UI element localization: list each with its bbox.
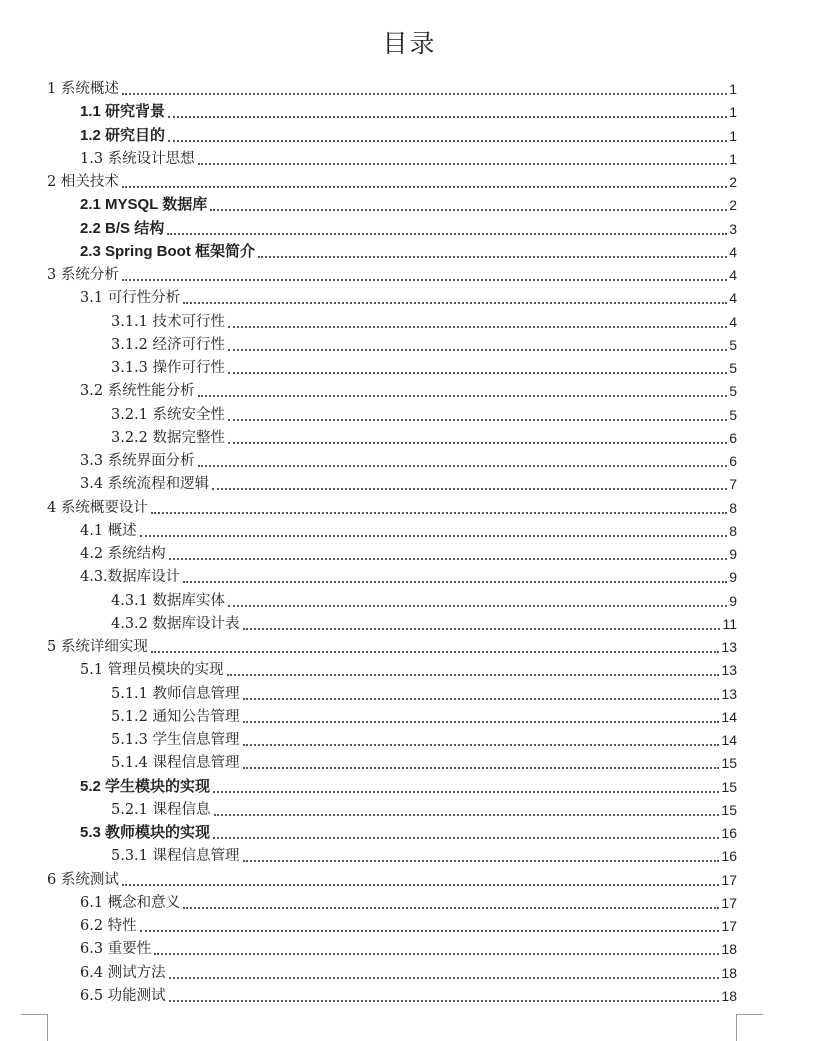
toc-entry[interactable] (111, 703, 737, 726)
toc-page-number: 5 (729, 336, 737, 353)
toc-dot-leader (228, 418, 727, 421)
toc-page-number: 1 (729, 150, 737, 167)
toc-dot-leader (243, 627, 721, 630)
toc-entry-title: 6.3 重要性 (80, 941, 152, 958)
toc-dot-leader (210, 208, 727, 211)
toc-entry-title: 3.1.2 经济可行性 (111, 336, 226, 353)
toc-entry-title: 3.1.1 技术可行性 (111, 313, 226, 330)
toc-dot-leader (183, 301, 727, 304)
toc-page-number: 6 (729, 429, 737, 446)
toc-entry-title: 3.1.3 操作可行性 (111, 360, 226, 376)
toc-page-number: 4 (729, 267, 737, 283)
toc-page-number: 8 (729, 499, 737, 516)
toc-page-number: 15 (721, 801, 737, 818)
toc-entry-title: 2 相关技术 (47, 174, 119, 190)
toc-entry-title: 6.1 概念和意义 (80, 894, 181, 911)
toc-entry[interactable] (111, 796, 737, 819)
toc-dot-leader (122, 883, 720, 886)
toc-entry[interactable] (47, 633, 737, 656)
toc-page-number: 2 (729, 174, 737, 190)
toc-entry[interactable] (47, 494, 737, 517)
toc-entry[interactable] (47, 75, 737, 98)
toc-dot-leader (228, 441, 727, 444)
toc-entry-title: 5.1.2 通知公告管理 (111, 708, 240, 725)
toc-entry-title: 2.2 B/S 结构 (80, 219, 165, 237)
toc-entry[interactable] (111, 354, 737, 377)
toc-entry-title: 3.3 系统界面分析 (80, 453, 195, 469)
toc-entry-title: 5.3.1 课程信息管理 (111, 848, 240, 865)
toc-page-number: 9 (729, 592, 737, 609)
toc-entry[interactable] (80, 470, 737, 493)
toc-dot-leader (154, 952, 719, 955)
toc-dot-leader (140, 534, 728, 537)
toc-entry[interactable] (80, 377, 737, 400)
toc-entry[interactable] (80, 935, 737, 958)
toc-page-number: 17 (721, 918, 737, 934)
page-corner-mark-left (21, 1014, 48, 1041)
toc-entry[interactable] (80, 773, 737, 796)
toc-entry-title: 3.2.2 数据完整性 (111, 429, 226, 446)
toc-page-number: 18 (721, 964, 737, 981)
toc-entry[interactable] (47, 168, 737, 191)
toc-dot-leader (151, 511, 727, 514)
toc-page-number: 17 (721, 894, 737, 911)
toc-page-number: 9 (729, 569, 737, 586)
toc-dot-leader (183, 580, 727, 583)
toc-entry[interactable] (80, 98, 737, 121)
toc-entry-title: 5.3 教师模块的实现 (80, 824, 211, 841)
toc-entry[interactable] (111, 401, 737, 424)
toc-page-number: 5 (729, 406, 737, 423)
toc-dot-leader (169, 999, 720, 1002)
toc-dot-leader (243, 743, 720, 746)
toc-entry-title: 5.1 管理员模块的实现 (80, 662, 224, 679)
toc-page-number: 8 (729, 522, 737, 539)
toc-entry[interactable] (111, 331, 737, 354)
toc-page-number: 15 (721, 778, 737, 795)
toc-entry[interactable] (111, 842, 737, 865)
toc-dot-leader (214, 813, 720, 816)
toc-entry[interactable] (80, 563, 737, 586)
toc-entry-title: 5.1.4 课程信息管理 (111, 755, 240, 772)
toc-entry-title: 5.1.1 教师信息管理 (111, 685, 240, 702)
toc-dot-leader (168, 139, 727, 142)
toc-dot-leader (168, 115, 727, 118)
toc-entry[interactable] (80, 191, 737, 214)
toc-entry-title: 1 系统概述 (47, 81, 119, 97)
toc-dot-leader (243, 697, 720, 700)
toc-entry[interactable] (80, 982, 737, 1005)
toc-entry-title: 1.3 系统设计思想 (80, 150, 195, 167)
toc-page-number: 17 (721, 871, 737, 888)
toc-dot-leader (228, 604, 727, 607)
toc-dot-leader (169, 557, 728, 560)
toc-entry-title: 3 系统分析 (47, 267, 119, 283)
toc-dot-leader (151, 650, 720, 653)
toc-dot-leader (198, 464, 728, 467)
toc-page-number: 1 (729, 127, 737, 144)
toc-entry-title: 6 系统测试 (47, 871, 119, 888)
toc-entry[interactable] (80, 145, 737, 168)
toc-entry[interactable] (111, 680, 737, 703)
toc-entry-title: 4.3.数据库设计 (80, 569, 181, 586)
toc-title: 目录 (382, 29, 437, 58)
toc-page-number: 2 (729, 197, 737, 214)
toc-entry[interactable] (80, 447, 737, 470)
toc-entry[interactable] (47, 866, 737, 889)
toc-dot-leader (169, 976, 720, 979)
toc-page-number: 5 (729, 383, 737, 400)
toc-entry[interactable] (111, 749, 737, 772)
toc-page-number: 14 (721, 708, 737, 725)
toc-entry-title: 4.1 概述 (80, 522, 137, 539)
toc-page-number: 6 (729, 453, 737, 469)
toc-entry-title: 4.2 系统结构 (80, 546, 166, 562)
toc-entry[interactable] (111, 726, 737, 749)
toc-dot-leader (212, 487, 727, 490)
toc-dot-leader (198, 394, 728, 397)
toc-entry[interactable] (111, 424, 737, 447)
toc-entry-title: 5.2 学生模块的实现 (80, 777, 211, 795)
toc-dot-leader (140, 929, 720, 932)
toc-entry[interactable] (80, 656, 737, 679)
page-corner-mark-right (736, 1014, 763, 1041)
toc-entry-title: 4.3.2 数据库设计表 (111, 615, 240, 632)
toc-page-number: 14 (721, 732, 737, 748)
toc-entry[interactable] (80, 122, 737, 145)
toc-entry-title: 1.1 研究背景 (80, 103, 166, 121)
toc-page-number: 18 (721, 987, 737, 1004)
toc-page-number: 16 (721, 825, 737, 841)
toc-entry-title: 3.2.1 系统安全性 (111, 406, 226, 423)
toc-dot-leader (122, 185, 727, 188)
toc-entry[interactable] (80, 284, 737, 307)
toc-entry[interactable] (111, 308, 737, 331)
toc-page-number: 1 (729, 81, 737, 97)
toc-dot-leader (243, 720, 720, 723)
toc-entry[interactable] (80, 912, 737, 935)
toc-dot-leader (228, 348, 727, 351)
toc-entry[interactable] (80, 959, 737, 982)
toc-page-number: 13 (721, 685, 737, 702)
toc-dot-leader (122, 92, 727, 95)
toc-dot-leader (243, 766, 720, 769)
toc-entry[interactable] (47, 261, 737, 284)
toc-entry[interactable] (80, 540, 737, 563)
toc-entry[interactable] (111, 587, 737, 610)
toc-entry-title: 3.4 系统流程和逻辑 (80, 476, 210, 493)
toc-dot-leader (258, 255, 727, 258)
toc-dot-leader (213, 836, 719, 839)
toc-entry[interactable] (80, 517, 737, 540)
toc-dot-leader (183, 906, 719, 909)
toc-dot-leader (243, 859, 720, 862)
toc-page-number: 16 (721, 848, 737, 865)
toc-page-number: 11 (722, 615, 737, 632)
toc-dot-leader (213, 790, 719, 793)
toc-entry-title: 5.1.3 学生信息管理 (111, 732, 240, 748)
toc-dot-leader (167, 232, 727, 235)
toc-page-number: 5 (729, 360, 737, 376)
toc-entry-title: 1.2 研究目的 (80, 126, 166, 144)
toc-page-number: 3 (729, 220, 737, 237)
toc-entry-title: 2.3 Spring Boot 框架简介 (80, 242, 256, 260)
toc-entry[interactable] (80, 889, 737, 912)
toc-page-number: 1 (729, 104, 737, 121)
toc-entry-title: 6.5 功能测试 (80, 987, 166, 1004)
toc-entry[interactable] (80, 819, 737, 842)
toc-dot-leader (122, 278, 727, 281)
toc-entry-title: 3.1 可行性分析 (80, 290, 181, 307)
toc-dot-leader (228, 325, 727, 328)
toc-entry[interactable] (80, 215, 737, 238)
toc-entry[interactable] (80, 238, 737, 261)
toc-entry-title: 3.2 系统性能分析 (80, 383, 195, 400)
toc-page-number: 18 (721, 941, 737, 958)
toc-page-number: 4 (729, 243, 737, 260)
toc-page-number: 4 (729, 313, 737, 330)
toc-page-number: 13 (721, 662, 737, 679)
toc-entry-title: 6.2 特性 (80, 918, 137, 934)
toc-entry-title: 4 系统概要设计 (47, 499, 148, 516)
toc-entry-title: 4.3.1 数据库实体 (111, 592, 226, 609)
toc-dot-leader (227, 673, 720, 676)
toc-entry[interactable] (111, 610, 737, 633)
toc-entry-title: 5 系统详细实现 (47, 639, 148, 655)
toc-page-number: 15 (721, 755, 737, 772)
toc-dot-leader (228, 371, 727, 374)
toc-page-number: 7 (729, 476, 737, 493)
toc-page-number: 13 (721, 639, 737, 655)
toc-dot-leader (198, 162, 728, 165)
toc-page-number: 4 (729, 290, 737, 307)
toc-entry-title: 5.2.1 课程信息 (111, 801, 211, 818)
toc-page-number: 9 (729, 546, 737, 562)
toc-entry-title: 2.1 MYSQL 数据库 (80, 196, 208, 214)
toc-entry-title: 6.4 测试方法 (80, 964, 166, 981)
